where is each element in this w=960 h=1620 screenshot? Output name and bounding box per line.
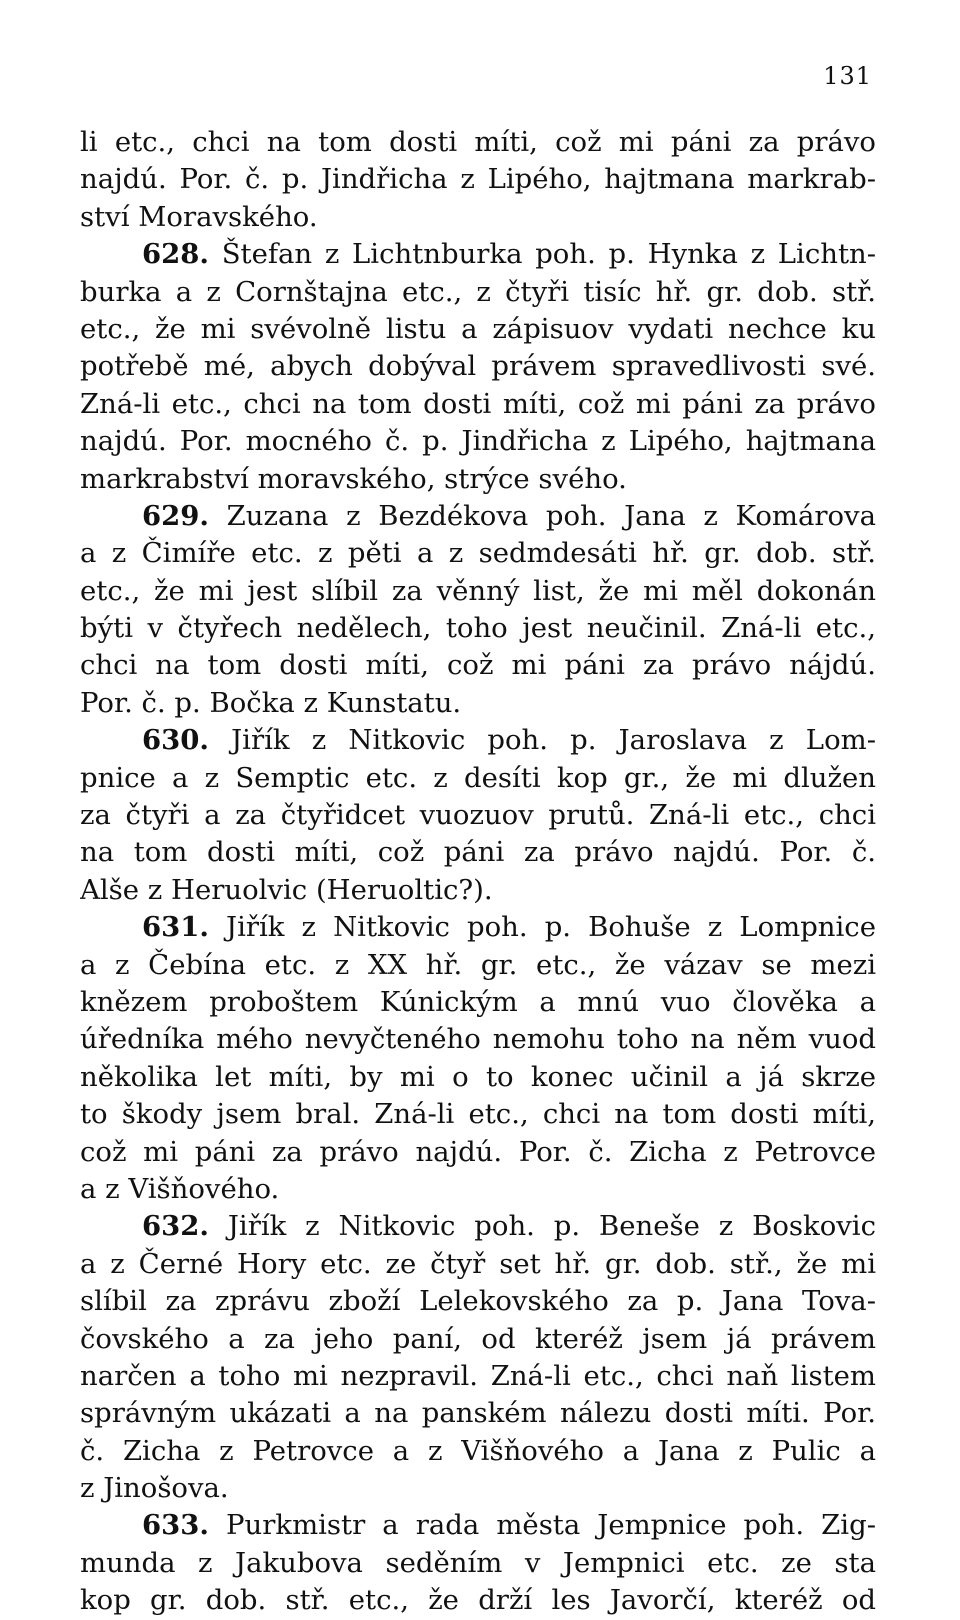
- text-line: [80, 984, 876, 1021]
- line-text: markrabství moravského, strýce svého.: [80, 462, 627, 495]
- line-text: což mi páni za právo najdú. Por. č. Zicha z Petrovce: [80, 1135, 876, 1168]
- text-line: [80, 199, 876, 236]
- text-line: [80, 1470, 876, 1507]
- line-text: a z Černé Hory etc. ze čtyř set hř. gr. dob. stř., že mi: [80, 1247, 876, 1280]
- line-text: Jiřík z Nitkovic poh. p. Bohuše z Lompnice: [208, 911, 876, 944]
- line-text: úředníka mého nevyčteného nemohu toho na něm vuod: [80, 1023, 876, 1056]
- line-text: slíbil za zprávu zboží Lelekovského za p. Jana Tova-: [80, 1285, 876, 1318]
- text-line: [80, 797, 876, 834]
- line-text: č. Zicha z Petrovce a z Višňového a Jana z Pulic a: [80, 1434, 876, 1467]
- body-text: [80, 124, 876, 1620]
- text-line: [80, 311, 876, 348]
- line-text: najdú. Por. mocného č. p. Jindřicha z Lipého, hajtmana: [80, 425, 876, 458]
- line-text: a z Višňového.: [80, 1172, 280, 1205]
- entry-number: 630.: [142, 724, 209, 757]
- entry-number: 632.: [142, 1210, 209, 1243]
- line-text: li etc., chci na tom dosti míti, což mi páni za právo: [80, 126, 876, 158]
- text-line: [80, 834, 876, 871]
- text-line: [80, 1545, 876, 1582]
- line-text: na tom dosti míti, což páni za právo najdú. Por. č.: [80, 836, 876, 869]
- line-text: a z Čebína etc. z XX hř. gr. etc., že vázav se mezi: [80, 948, 876, 981]
- text-line: [80, 1246, 876, 1283]
- line-text: býti v čtyřech nedělech, toho jest neučinil. Zná-li etc.,: [80, 612, 876, 645]
- line-text: z Jinošova.: [80, 1472, 229, 1505]
- entry-start-line: [80, 236, 876, 273]
- entry-start-line: [80, 909, 876, 946]
- text-line: [80, 1096, 876, 1133]
- line-text: burka a z Cornštajna etc., z čtyři tisíc hř. gr. dob. stř.: [80, 275, 876, 308]
- line-text: a z Čimíře etc. z pěti a z sedmdesáti hř. gr. dob. stř.: [80, 537, 876, 570]
- line-text: etc., že mi svévolně listu a zápisuov vydati nechce ku: [80, 312, 876, 345]
- text-line: [80, 161, 876, 198]
- line-text: etc., že mi jest slíbil za věnný list, že mi měl dokonán: [80, 574, 876, 607]
- line-text: čovského a za jeho paní, od kteréž jsem já právem: [80, 1322, 876, 1355]
- entry-start-line: [80, 722, 876, 759]
- text-line: [80, 423, 876, 460]
- text-line: [80, 461, 876, 498]
- text-line: [80, 274, 876, 311]
- entry-start-line: [80, 1507, 876, 1544]
- line-text: potřebě mé, abych dobýval právem spravedlivosti své.: [80, 350, 876, 383]
- line-text: Jiřík z Nitkovic poh. p. Beneše z Boskovic: [208, 1210, 876, 1243]
- text-line: [80, 872, 876, 909]
- line-text: Zuzana z Bezdékova poh. Jana z Komárova: [208, 499, 876, 532]
- entry-start-line: [80, 498, 876, 535]
- line-text: Zná-li etc., chci na tom dosti míti, což mi páni za právo: [80, 387, 876, 420]
- line-text: Purkmistr a rada města Jempnice poh. Zig-: [208, 1509, 876, 1542]
- text-line: [80, 1021, 876, 1058]
- entry-number: 631.: [142, 911, 209, 944]
- line-text: několika let míti, by mi o to konec učinil a já skrze: [80, 1060, 876, 1093]
- line-text: správným ukázati a na panském nálezu dosti míti. Por.: [80, 1397, 876, 1430]
- line-text: Jiřík z Nitkovic poh. p. Jaroslava z Lom-: [208, 724, 876, 757]
- line-text: Štefan z Lichtnburka poh. p. Hynka z Lichtn-: [208, 238, 876, 271]
- line-text: kop gr. dob. stř. etc., že drží les Javorčí, kteréž od: [80, 1584, 876, 1617]
- entry-number: 633.: [142, 1509, 209, 1542]
- text-line: [80, 535, 876, 572]
- text-line: [80, 647, 876, 684]
- line-text: knězem proboštem Kúnickým a mnú vuo člověka a: [80, 985, 876, 1018]
- text-line: [80, 1134, 876, 1171]
- line-text: pnice a z Semptic etc. z desíti kop gr., že mi dlužen: [80, 761, 876, 794]
- text-line: [80, 1395, 876, 1432]
- line-text: narčen a toho mi nezpravil. Zná-li etc., chci naň listem: [80, 1359, 876, 1392]
- text-line: [80, 1358, 876, 1395]
- text-line: [80, 1321, 876, 1358]
- line-text: najdú. Por. č. p. Jindřicha z Lipého, hajtmana markrab-: [80, 163, 876, 196]
- line-text: munda z Jakubova seděním v Jempnici etc. ze sta: [80, 1546, 876, 1579]
- text-line: [80, 573, 876, 610]
- text-line: [80, 947, 876, 984]
- text-line: [80, 760, 876, 797]
- text-line: [80, 1283, 876, 1320]
- line-text: Alše z Heruolvic (Heruoltic?).: [80, 873, 493, 906]
- entry-number: 629.: [142, 499, 209, 532]
- text-line: [80, 1059, 876, 1096]
- line-text: chci na tom dosti míti, což mi páni za právo nájdú.: [80, 649, 876, 682]
- text-line: [80, 1582, 876, 1619]
- text-line: [80, 124, 876, 161]
- page-number: 131: [823, 62, 872, 90]
- text-line: [80, 348, 876, 385]
- entry-start-line: [80, 1208, 876, 1245]
- line-text: ství Moravského.: [80, 200, 318, 233]
- line-text: za čtyři a za čtyřidcet vuozuov prutů. Zná-li etc., chci: [80, 799, 876, 832]
- text-line: [80, 610, 876, 647]
- text-line: [80, 386, 876, 423]
- entry-number: 628.: [142, 238, 209, 271]
- text-line: [80, 1171, 876, 1208]
- text-line: [80, 1433, 876, 1470]
- line-text: to škody jsem bral. Zná-li etc., chci na tom dosti míti,: [80, 1098, 876, 1131]
- text-line: [80, 685, 876, 722]
- line-text: Por. č. p. Bočka z Kunstatu.: [80, 686, 462, 719]
